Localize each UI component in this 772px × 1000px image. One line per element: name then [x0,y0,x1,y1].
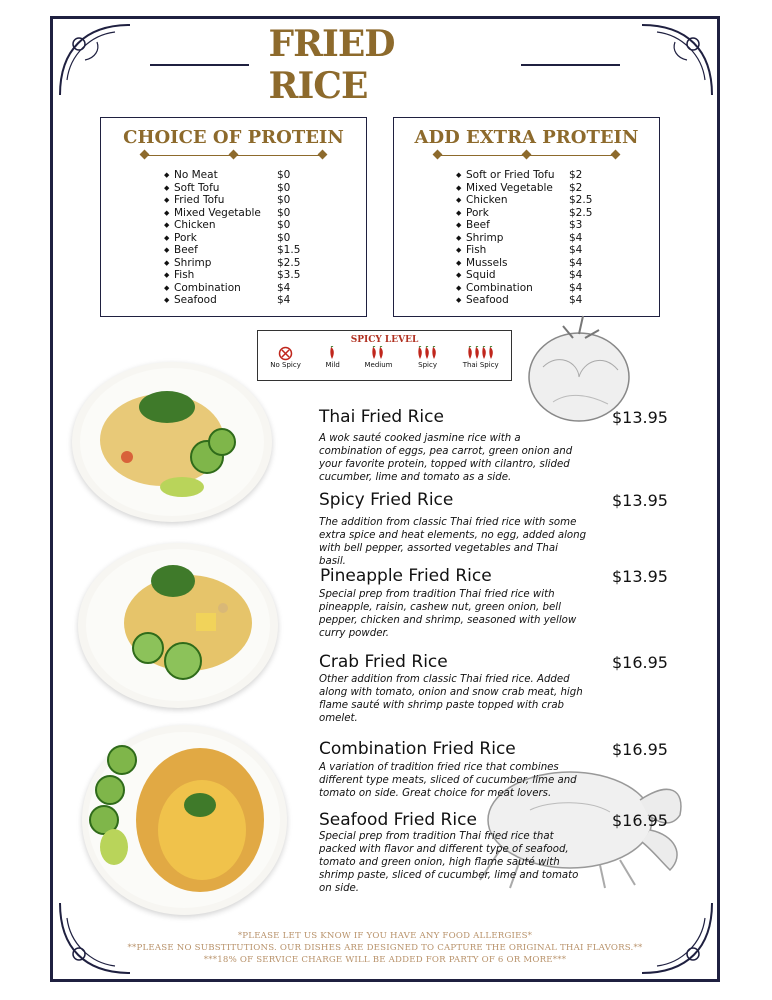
extra-protein-title: ADD EXTRA PROTEIN [414,127,639,148]
protein-name: Chicken [466,194,508,207]
protein-item [456,232,659,245]
protein-name: Shrimp [174,256,212,269]
thai-fried-rice-photo [72,362,272,522]
item-name-crab-fried-rice: Crab Fried Rice [319,652,448,672]
spicy-level-item [417,346,438,369]
item-price-seafood-fried-rice: $16.95 [612,811,668,830]
protein-item [456,269,659,282]
spicy-level-label: Medium [364,361,393,369]
protein-name: Fried Tofu [174,194,225,207]
menu-header [150,23,620,107]
diamond-bullet-icon: ◆ [456,258,462,267]
diamond-bullet-icon: ◆ [456,296,462,305]
protein-price: $4 [277,294,291,307]
item-name-combination-fried-rice: Combination Fried Rice [319,739,516,759]
protein-item [456,207,659,220]
protein-price: $4 [569,231,583,244]
diamond-bullet-icon: ◆ [456,271,462,280]
protein-price: $0 [277,181,291,194]
protein-name: Fish [174,269,195,282]
protein-name: Mixed Vegetable [466,181,553,194]
protein-price: $2.5 [277,256,301,269]
page-title: FRIED RICE [268,23,395,107]
diamond-bullet-icon: ◆ [164,271,170,280]
protein-price: $2.5 [569,194,593,207]
diamond-bullet-icon: ◆ [164,196,170,205]
protein-price: $2 [569,169,583,182]
pepper-icon [463,346,499,361]
item-name-spicy-fried-rice: Spicy Fried Rice [319,490,454,510]
choice-of-protein-box [100,117,367,317]
corner-ornament-top-left [55,20,135,100]
title-rule-left [150,64,249,66]
protein-price: $0 [277,219,291,232]
protein-price: $4 [569,269,583,282]
protein-item [164,294,366,307]
protein-name: Soft Tofu [174,181,220,194]
protein-name: Mussels [466,256,508,269]
protein-name: Squid [466,269,496,282]
crab-fried-rice-photo [82,725,287,915]
protein-price: $4 [569,244,583,257]
protein-price: $4 [277,281,291,294]
protein-name: Seafood [466,294,509,307]
protein-name: Combination [174,281,241,294]
diamond-bullet-icon: ◆ [164,171,170,180]
protein-item [456,182,659,195]
protein-item [164,232,366,245]
protein-name: Mixed Vegetable [174,206,261,219]
protein-name: Beef [466,219,490,232]
no-spicy-icon [270,346,301,361]
diamond-bullet-icon: ◆ [164,283,170,292]
spicy-level-label: Spicy [418,361,437,369]
item-desc-crab-fried-rice: Other addition from classic Thai fried rice. Added along with tomato, onion and snow crab meat, high flame sauté with shrimp paste topped with crab omelet. [319,674,583,724]
extra-protein-list [456,169,659,307]
protein-price: $1.5 [277,244,301,257]
protein-name: No Meat [174,169,218,182]
diamond-bullet-icon: ◆ [456,183,462,192]
protein-item [456,244,659,257]
diamond-bullet-icon: ◆ [456,233,462,242]
protein-item [456,257,659,270]
item-desc-spicy-fried-rice: The addition from classic Thai fried rice with some extra spice and heat elements, no egg, added along with bell pepper, assorted vegetables and Thai basil. [319,517,587,567]
item-name-thai-fried-rice: Thai Fried Rice [319,407,444,427]
pepper-icon [325,346,339,361]
protein-price: $4 [569,256,583,269]
diamond-bullet-icon: ◆ [164,296,170,305]
protein-price: $0 [277,169,291,182]
diamond-bullet-icon: ◆ [456,171,462,180]
protein-item [456,194,659,207]
diamond-bullet-icon: ◆ [456,283,462,292]
item-price-spicy-fried-rice: $13.95 [612,491,668,510]
pepper-icon [417,346,438,361]
spicy-level-label: No Spicy [270,361,301,369]
spicy-level-item [270,346,301,369]
item-desc-thai-fried-rice: A wok sauté cooked jasmine rice with a combination of eggs, pea carrot, green onion and your favorite protein, topped with cilantro, slided cucumber, lime and tomato as a side. [319,433,573,483]
spicy-level-label: Mild [325,361,340,369]
spicy-level-item [325,346,339,369]
protein-item [164,244,366,257]
protein-item [456,169,659,182]
protein-price: $4 [569,294,583,307]
protein-item [164,269,366,282]
spicy-level-label: Thai Spicy [462,361,499,369]
diamond-bullet-icon: ◆ [164,246,170,255]
title-rule-right [521,64,620,66]
protein-item [164,169,366,182]
protein-price: $0 [277,206,291,219]
choice-protein-list [164,169,366,307]
diamond-bullet-icon: ◆ [164,221,170,230]
spicy-level-row [258,346,511,369]
protein-item [164,182,366,195]
protein-item [164,207,366,220]
protein-item [164,282,366,295]
item-price-pineapple-fried-rice: $13.95 [612,567,668,586]
protein-name: Fish [466,244,487,257]
diamond-bullet-icon: ◆ [456,221,462,230]
protein-name: Soft or Fried Tofu [466,169,555,182]
diamond-bullet-icon: ◆ [456,196,462,205]
protein-price: $3.5 [277,269,301,282]
protein-price: $0 [277,231,291,244]
footer-service-charge-note: ***18% OF SERVICE CHARGE WILL BE ADDED FOR PARTY OF 6 OR MORE*** [203,955,567,965]
footer-substitution-note: **PLEASE NO SUBSTITUTIONS. OUR DISHES ARE DESIGNED TO CAPTURE THE ORIGINAL THAI FLAVORS.** [127,943,643,953]
spicy-level-item [364,346,392,369]
protein-price: $3 [569,219,583,232]
item-name-pineapple-fried-rice: Pineapple Fried Rice [320,566,492,586]
item-desc-pineapple-fried-rice: Special prep from tradition Thai fried rice with pineapple, raisin, cashew nut, green onion, bell pepper, chicken and shrimp, seasoned with yellow curry powder. [319,589,577,639]
protein-item [456,282,659,295]
diamond-bullet-icon: ◆ [456,246,462,255]
spicy-level-legend [257,330,512,381]
protein-price: $2 [569,181,583,194]
protein-price: $2.5 [569,206,593,219]
diamond-bullet-icon: ◆ [164,208,170,217]
extra-protein-box [393,117,660,317]
protein-item [456,219,659,232]
protein-name: Pork [174,231,197,244]
title-divider [141,151,327,161]
title-divider [434,151,620,161]
protein-price: $0 [277,194,291,207]
diamond-bullet-icon: ◆ [164,183,170,192]
diamond-bullet-icon: ◆ [164,258,170,267]
diamond-bullet-icon: ◆ [164,233,170,242]
protein-price: $4 [569,281,583,294]
protein-name: Combination [466,281,533,294]
pepper-icon [364,346,392,361]
protein-item [164,194,366,207]
corner-ornament-top-right [637,20,717,100]
protein-name: Shrimp [466,231,504,244]
protein-name: Pork [466,206,489,219]
item-price-combination-fried-rice: $16.95 [612,740,668,759]
item-price-crab-fried-rice: $16.95 [612,653,668,672]
diamond-bullet-icon: ◆ [456,208,462,217]
item-name-seafood-fried-rice: Seafood Fried Rice [319,810,477,830]
spicy-level-item [463,346,499,369]
footer-allergy-note: *PLEASE LET US KNOW IF YOU HAVE ANY FOOD ALLERGIES* [237,931,533,941]
protein-name: Chicken [174,219,216,232]
pineapple-fried-rice-photo [78,543,278,708]
item-price-thai-fried-rice: $13.95 [612,408,668,427]
protein-name: Beef [174,244,198,257]
choice-of-protein-title: CHOICE OF PROTEIN [123,127,344,148]
protein-item [164,257,366,270]
protein-item [456,294,659,307]
protein-item [164,219,366,232]
item-desc-combination-fried-rice: A variation of tradition fried rice that combines different type meats, sliced of cucumber, lime and tomato on side. Great choice for meat lovers. [319,762,577,799]
spicy-level-title: SPICY LEVEL [350,335,419,345]
item-desc-seafood-fried-rice: Special prep from tradition Thai fried rice that packed with flavor and different type of seafood, tomato and green onion, high flame sauté with shrimp paste, sliced of cucumber, lime and tomato on side. [319,831,579,894]
protein-name: Seafood [174,294,217,307]
